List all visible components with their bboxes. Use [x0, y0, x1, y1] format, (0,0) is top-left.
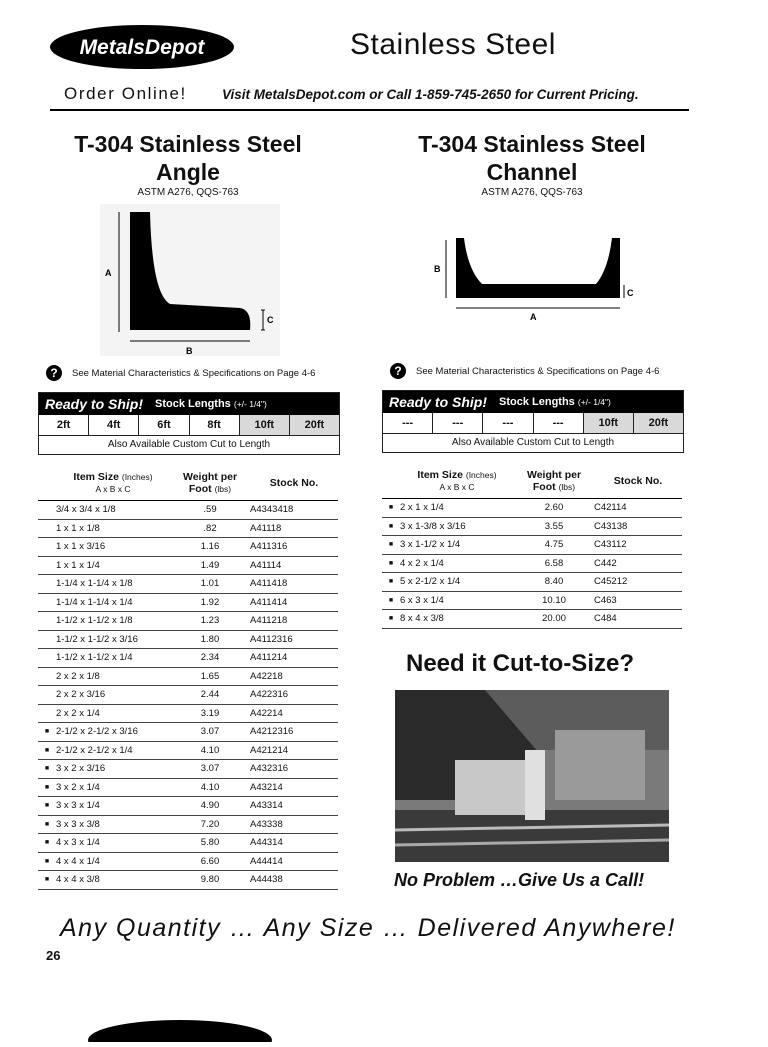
weight-per-foot: 1.16 — [170, 538, 250, 557]
stock-number: A44314 — [250, 834, 338, 853]
bullet-icon: ■ — [382, 573, 400, 592]
bullet-icon: ■ — [382, 610, 400, 629]
table-row — [38, 519, 338, 538]
item-size: 3 x 2 x 3/16 — [56, 760, 170, 779]
bullet-icon: ■ — [38, 815, 56, 834]
table-row — [38, 649, 338, 668]
weight-per-foot: 1.65 — [170, 667, 250, 686]
stock-length-cell: 4ft — [89, 415, 139, 435]
weight-per-foot: 3.07 — [170, 723, 250, 742]
stock-lengths-label: Stock Lengths (+/- 1/4") — [499, 396, 611, 408]
stock-number: A411218 — [250, 612, 338, 631]
bullet-icon: ■ — [38, 760, 56, 779]
bullet-icon — [38, 501, 56, 520]
weight-per-foot: 3.55 — [514, 517, 594, 536]
item-size: 3 x 2 x 1/4 — [56, 778, 170, 797]
bullet-icon — [38, 612, 56, 631]
bullet-icon: ■ — [382, 536, 400, 555]
item-size: 1 x 1 x 1/4 — [56, 556, 170, 575]
item-size: 1-1/4 x 1-1/4 x 1/4 — [56, 593, 170, 612]
bullet-icon: ■ — [38, 871, 56, 890]
bullet-icon — [38, 704, 56, 723]
channel-spec: ASTM A276, QQS-763 — [481, 187, 583, 198]
stock-number: A44414 — [250, 852, 338, 871]
item-size: 1-1/2 x 1-1/2 x 1/4 — [56, 649, 170, 668]
stock-number: A42218 — [250, 667, 338, 686]
weight-per-foot: 2.60 — [514, 499, 594, 518]
bullet-icon: ■ — [38, 723, 56, 742]
item-size: 3/4 x 3/4 x 1/8 — [56, 501, 170, 520]
table-row — [38, 501, 338, 520]
bullet-icon: ■ — [38, 852, 56, 871]
svg-text:C: C — [627, 288, 634, 298]
item-size: 3 x 1-1/2 x 1/4 — [400, 536, 514, 555]
cut-to-size-title: Need it Cut-to-Size? — [406, 650, 634, 677]
stock-number: A41118 — [250, 519, 338, 538]
weight-per-foot: 4.10 — [170, 778, 250, 797]
table-row — [38, 723, 338, 742]
table-row — [38, 815, 338, 834]
stock-number: A41114 — [250, 556, 338, 575]
item-size: 1-1/2 x 1-1/2 x 1/8 — [56, 612, 170, 631]
weight-per-foot: 1.23 — [170, 612, 250, 631]
angle-spec-note: ? See Material Characteristics & Specifications on Page 4-6 — [46, 365, 315, 381]
bullet-icon: ■ — [38, 797, 56, 816]
angle-items-table — [38, 466, 338, 890]
angle-spec: ASTM A276, QQS-763 — [137, 187, 239, 198]
item-size: 2-1/2 x 2-1/2 x 1/4 — [56, 741, 170, 760]
bullet-icon — [38, 556, 56, 575]
page-title: Stainless Steel — [350, 28, 556, 61]
stock-number: A4212316 — [250, 723, 338, 742]
stock-length-cell: 10ft — [240, 415, 290, 435]
stock-number: A42214 — [250, 704, 338, 723]
stock-length-cell: 20ft — [290, 415, 339, 435]
table-row — [38, 630, 338, 649]
stock-number: A411214 — [250, 649, 338, 668]
stock-length-cell: --- — [534, 413, 584, 433]
stock-no-header: Stock No. — [250, 466, 338, 501]
angle-diagram — [100, 204, 280, 356]
bullet-icon: ■ — [38, 741, 56, 760]
stock-number: C42114 — [594, 499, 682, 518]
weight-header: Weight per Foot (lbs) — [170, 466, 250, 501]
table-row — [38, 741, 338, 760]
table-row — [38, 852, 338, 871]
weight-per-foot: 8.40 — [514, 573, 594, 592]
stock-length-cell: 20ft — [634, 413, 683, 433]
item-size: 4 x 4 x 1/4 — [56, 852, 170, 871]
bullet-icon — [38, 538, 56, 557]
svg-text:A: A — [105, 268, 112, 278]
stock-number: C43138 — [594, 517, 682, 536]
angle-stock-lengths-box — [38, 392, 340, 455]
channel-spec-note: ? See Material Characteristics & Specifications on Page 4-6 — [390, 363, 659, 379]
stock-no-header: Stock No. — [594, 464, 682, 499]
table-row — [38, 575, 338, 594]
item-size: 6 x 3 x 1/4 — [400, 591, 514, 610]
table-row — [38, 760, 338, 779]
custom-cut-note: Also Available Custom Cut to Length — [107, 439, 271, 450]
stock-number: C463 — [594, 591, 682, 610]
svg-text:C: C — [267, 315, 274, 325]
bullet-icon — [38, 649, 56, 668]
stock-length-cell: --- — [483, 413, 533, 433]
channel-lengths-row — [383, 413, 683, 434]
table-row — [382, 536, 682, 555]
table-row — [38, 778, 338, 797]
svg-text:A: A — [530, 312, 537, 322]
weight-per-foot: 4.10 — [170, 741, 250, 760]
next-page-logo-fragment — [80, 1012, 280, 1042]
item-size: 2-1/2 x 2-1/2 x 3/16 — [56, 723, 170, 742]
weight-header: Weight per Foot (lbs) — [514, 464, 594, 499]
no-problem-tagline: No Problem …Give Us a Call! — [394, 870, 645, 890]
stock-number: A421214 — [250, 741, 338, 760]
stock-number: C43112 — [594, 536, 682, 555]
item-size: 3 x 1-3/8 x 3/16 — [400, 517, 514, 536]
table-row — [38, 538, 338, 557]
table-row — [38, 667, 338, 686]
angle-title: T-304 Stainless Steel Angle — [74, 131, 302, 185]
svg-text:MetalsDepot: MetalsDepot — [79, 36, 205, 59]
page-number: 26 — [46, 948, 61, 963]
stock-length-cell: 6ft — [139, 415, 189, 435]
weight-per-foot: 1.92 — [170, 593, 250, 612]
stock-length-cell: 10ft — [584, 413, 634, 433]
bullet-icon — [38, 630, 56, 649]
bullet-icon: ■ — [382, 554, 400, 573]
weight-per-foot: 3.19 — [170, 704, 250, 723]
table-row — [38, 834, 338, 853]
weight-per-foot: 20.00 — [514, 610, 594, 629]
table-row — [382, 610, 682, 629]
table-row — [382, 573, 682, 592]
stock-number: A432316 — [250, 760, 338, 779]
angle-lengths-row — [39, 415, 339, 436]
item-size: 3 x 3 x 1/4 — [56, 797, 170, 816]
weight-per-foot: 10.10 — [514, 591, 594, 610]
bullet-icon — [38, 593, 56, 612]
stock-number: A44438 — [250, 871, 338, 890]
item-size: 4 x 4 x 3/8 — [56, 871, 170, 890]
weight-per-foot: 5.80 — [170, 834, 250, 853]
channel-stock-lengths-box — [382, 390, 684, 453]
stock-number: A43314 — [250, 797, 338, 816]
weight-per-foot: .82 — [170, 519, 250, 538]
channel-items-table — [382, 464, 682, 629]
svg-text:B: B — [434, 264, 441, 274]
stock-number: A411414 — [250, 593, 338, 612]
bullet-icon: ■ — [382, 591, 400, 610]
bullet-icon — [38, 575, 56, 594]
item-size: 3 x 3 x 3/8 — [56, 815, 170, 834]
weight-per-foot: 1.80 — [170, 630, 250, 649]
question-icon: ? — [46, 365, 62, 381]
weight-per-foot: 1.49 — [170, 556, 250, 575]
weight-per-foot: 6.58 — [514, 554, 594, 573]
stock-number: A411418 — [250, 575, 338, 594]
ready-to-ship-label: Ready to Ship! — [45, 396, 144, 412]
item-size: 4 x 3 x 1/4 — [56, 834, 170, 853]
bullet-icon: ■ — [382, 517, 400, 536]
channel-diagram — [430, 230, 640, 326]
table-row — [38, 593, 338, 612]
stock-length-cell: 8ft — [190, 415, 240, 435]
weight-per-foot: 1.01 — [170, 575, 250, 594]
stock-number: C484 — [594, 610, 682, 629]
table-row — [38, 871, 338, 890]
ready-to-ship-label: Ready to Ship! — [389, 394, 488, 410]
item-size: 1-1/4 x 1-1/4 x 1/8 — [56, 575, 170, 594]
order-online-text: Order Online! — [64, 84, 187, 103]
bullet-icon: ■ — [38, 778, 56, 797]
item-size-header: Item Size (Inches) A x B x C — [56, 466, 170, 501]
stock-number: A43338 — [250, 815, 338, 834]
item-size: 2 x 2 x 1/8 — [56, 667, 170, 686]
table-row — [38, 686, 338, 705]
bullet-icon — [38, 686, 56, 705]
item-size: 1-1/2 x 1-1/2 x 3/16 — [56, 630, 170, 649]
weight-per-foot: 4.75 — [514, 536, 594, 555]
weight-per-foot: .59 — [170, 501, 250, 520]
footer-tagline: Any Quantity … Any Size … Delivered Anywhere! — [60, 914, 676, 942]
stock-number: A411316 — [250, 538, 338, 557]
stock-number: C45212 — [594, 573, 682, 592]
item-size: 1 x 1 x 1/8 — [56, 519, 170, 538]
bullet-icon: ■ — [38, 834, 56, 853]
table-row — [38, 556, 338, 575]
item-size: 8 x 4 x 3/8 — [400, 610, 514, 629]
weight-per-foot: 7.20 — [170, 815, 250, 834]
weight-per-foot: 2.34 — [170, 649, 250, 668]
stock-number: A4112316 — [250, 630, 338, 649]
weight-per-foot: 3.07 — [170, 760, 250, 779]
weight-per-foot: 4.90 — [170, 797, 250, 816]
weight-per-foot: 6.60 — [170, 852, 250, 871]
weight-per-foot: 9.80 — [170, 871, 250, 890]
metalsdepot-logo — [48, 22, 236, 72]
custom-cut-note: Also Available Custom Cut to Length — [451, 437, 615, 448]
table-row — [382, 554, 682, 573]
item-size: 1 x 1 x 3/16 — [56, 538, 170, 557]
header-divider — [50, 109, 689, 111]
stock-number: C442 — [594, 554, 682, 573]
table-row — [38, 797, 338, 816]
stock-number: A43214 — [250, 778, 338, 797]
item-size: 2 x 1 x 1/4 — [400, 499, 514, 518]
table-row — [38, 704, 338, 723]
table-row — [382, 517, 682, 536]
stock-lengths-label: Stock Lengths (+/- 1/4") — [155, 398, 267, 410]
item-size: 4 x 2 x 1/4 — [400, 554, 514, 573]
bullet-icon: ■ — [382, 499, 400, 518]
table-row — [382, 591, 682, 610]
bullet-icon — [38, 519, 56, 538]
question-icon: ? — [390, 363, 406, 379]
stock-number: A422316 — [250, 686, 338, 705]
weight-per-foot: 2.44 — [170, 686, 250, 705]
stock-number: A4343418 — [250, 501, 338, 520]
stock-length-cell: 2ft — [39, 415, 89, 435]
visit-pricing-text: Visit MetalsDepot.com or Call 1-859-745-2650 for Current Pricing. — [222, 87, 639, 102]
item-size: 5 x 2-1/2 x 1/4 — [400, 573, 514, 592]
table-row — [382, 499, 682, 518]
stock-length-cell: --- — [383, 413, 433, 433]
svg-text:B: B — [186, 346, 193, 356]
item-size-header: Item Size (Inches) A x B x C — [400, 464, 514, 499]
saw-cutting-photo — [395, 690, 669, 862]
table-row — [38, 612, 338, 631]
bullet-icon — [38, 667, 56, 686]
item-size: 2 x 2 x 1/4 — [56, 704, 170, 723]
channel-title: T-304 Stainless Steel Channel — [418, 131, 646, 185]
stock-length-cell: --- — [433, 413, 483, 433]
item-size: 2 x 2 x 3/16 — [56, 686, 170, 705]
